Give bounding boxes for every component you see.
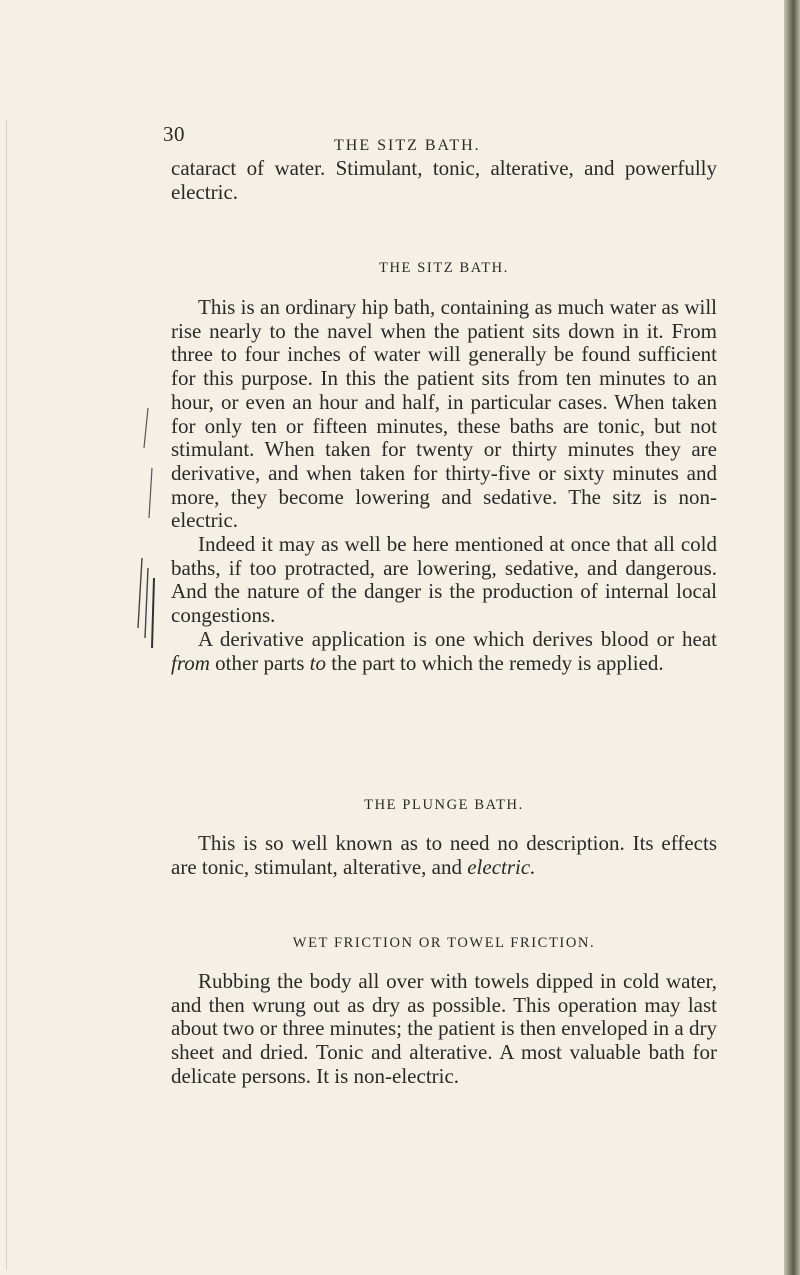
intro-paragraph — [171, 157, 717, 204]
plunge-electric: electric. — [467, 854, 536, 879]
page-number: 30 — [163, 122, 185, 146]
sitz-bath-paragraph-1: This is an ordinary hip bath, containing as much water as will rise nearly to the navel when the patient sits down in it. From three to four inches of water will generally be found sufficient for this purpose. In this the patient sits from ten minutes to an hour, or even an hour and half, in particular cases. When taken for only ten or fifteen minutes, these baths are tonic, but not stimulant. When taken for twenty or thirty minutes they are derivative, and when taken for thirty-five or sixty minutes and more, they become lowering and sedative. The sitz is non-electric. — [171, 295, 717, 533]
wet-friction-body — [171, 970, 717, 1089]
intro-text: cataract of water. Stimulant, tonic, alterative, and powerfully electric. — [171, 156, 717, 204]
wet-friction-paragraph: Rubbing the body all over with towels dipped in cold water, and then wrung out as dry as possible. This operation may last about two or three minutes; the patient is then enveloped in a dry sheet and dried. Tonic and alterative. A most valuable bath for delicate persons. It is non-electric. — [171, 969, 717, 1088]
plunge-text: This is so well known as to need no description. Its effects are tonic, stimulant, alterative, and — [171, 831, 717, 879]
p3-text-c: the part to which the remedy is applied. — [331, 650, 664, 675]
sitz-bath-body — [171, 296, 717, 675]
plunge-bath-paragraph — [171, 832, 717, 879]
sitz-bath-paragraph-3 — [171, 628, 717, 675]
sitz-bath-title: THE SITZ BATH. — [379, 260, 509, 276]
p3-text-b: other parts — [215, 650, 305, 675]
p3-from: from — [171, 650, 210, 675]
plunge-bath-title: THE PLUNGE BATH. — [364, 797, 524, 813]
p3-text-a: A derivative application is one which derives blood or heat — [198, 626, 717, 651]
page-edge — [784, 0, 800, 1275]
sitz-bath-paragraph-2: Indeed it may as well be here mentioned at once that all cold baths, if too protracted, are lowering, sedative, and dangerous. And the nature of the danger is the production of internal local congestions. — [171, 532, 717, 628]
running-head: THE SITZ BATH. — [334, 137, 481, 154]
p3-to: to — [309, 650, 326, 675]
left-page-edge — [6, 120, 7, 1270]
wet-friction-title: WET FRICTION OR TOWEL FRICTION. — [292, 935, 596, 951]
plunge-bath-body — [171, 832, 717, 879]
margin-pencil-marks — [118, 408, 158, 668]
